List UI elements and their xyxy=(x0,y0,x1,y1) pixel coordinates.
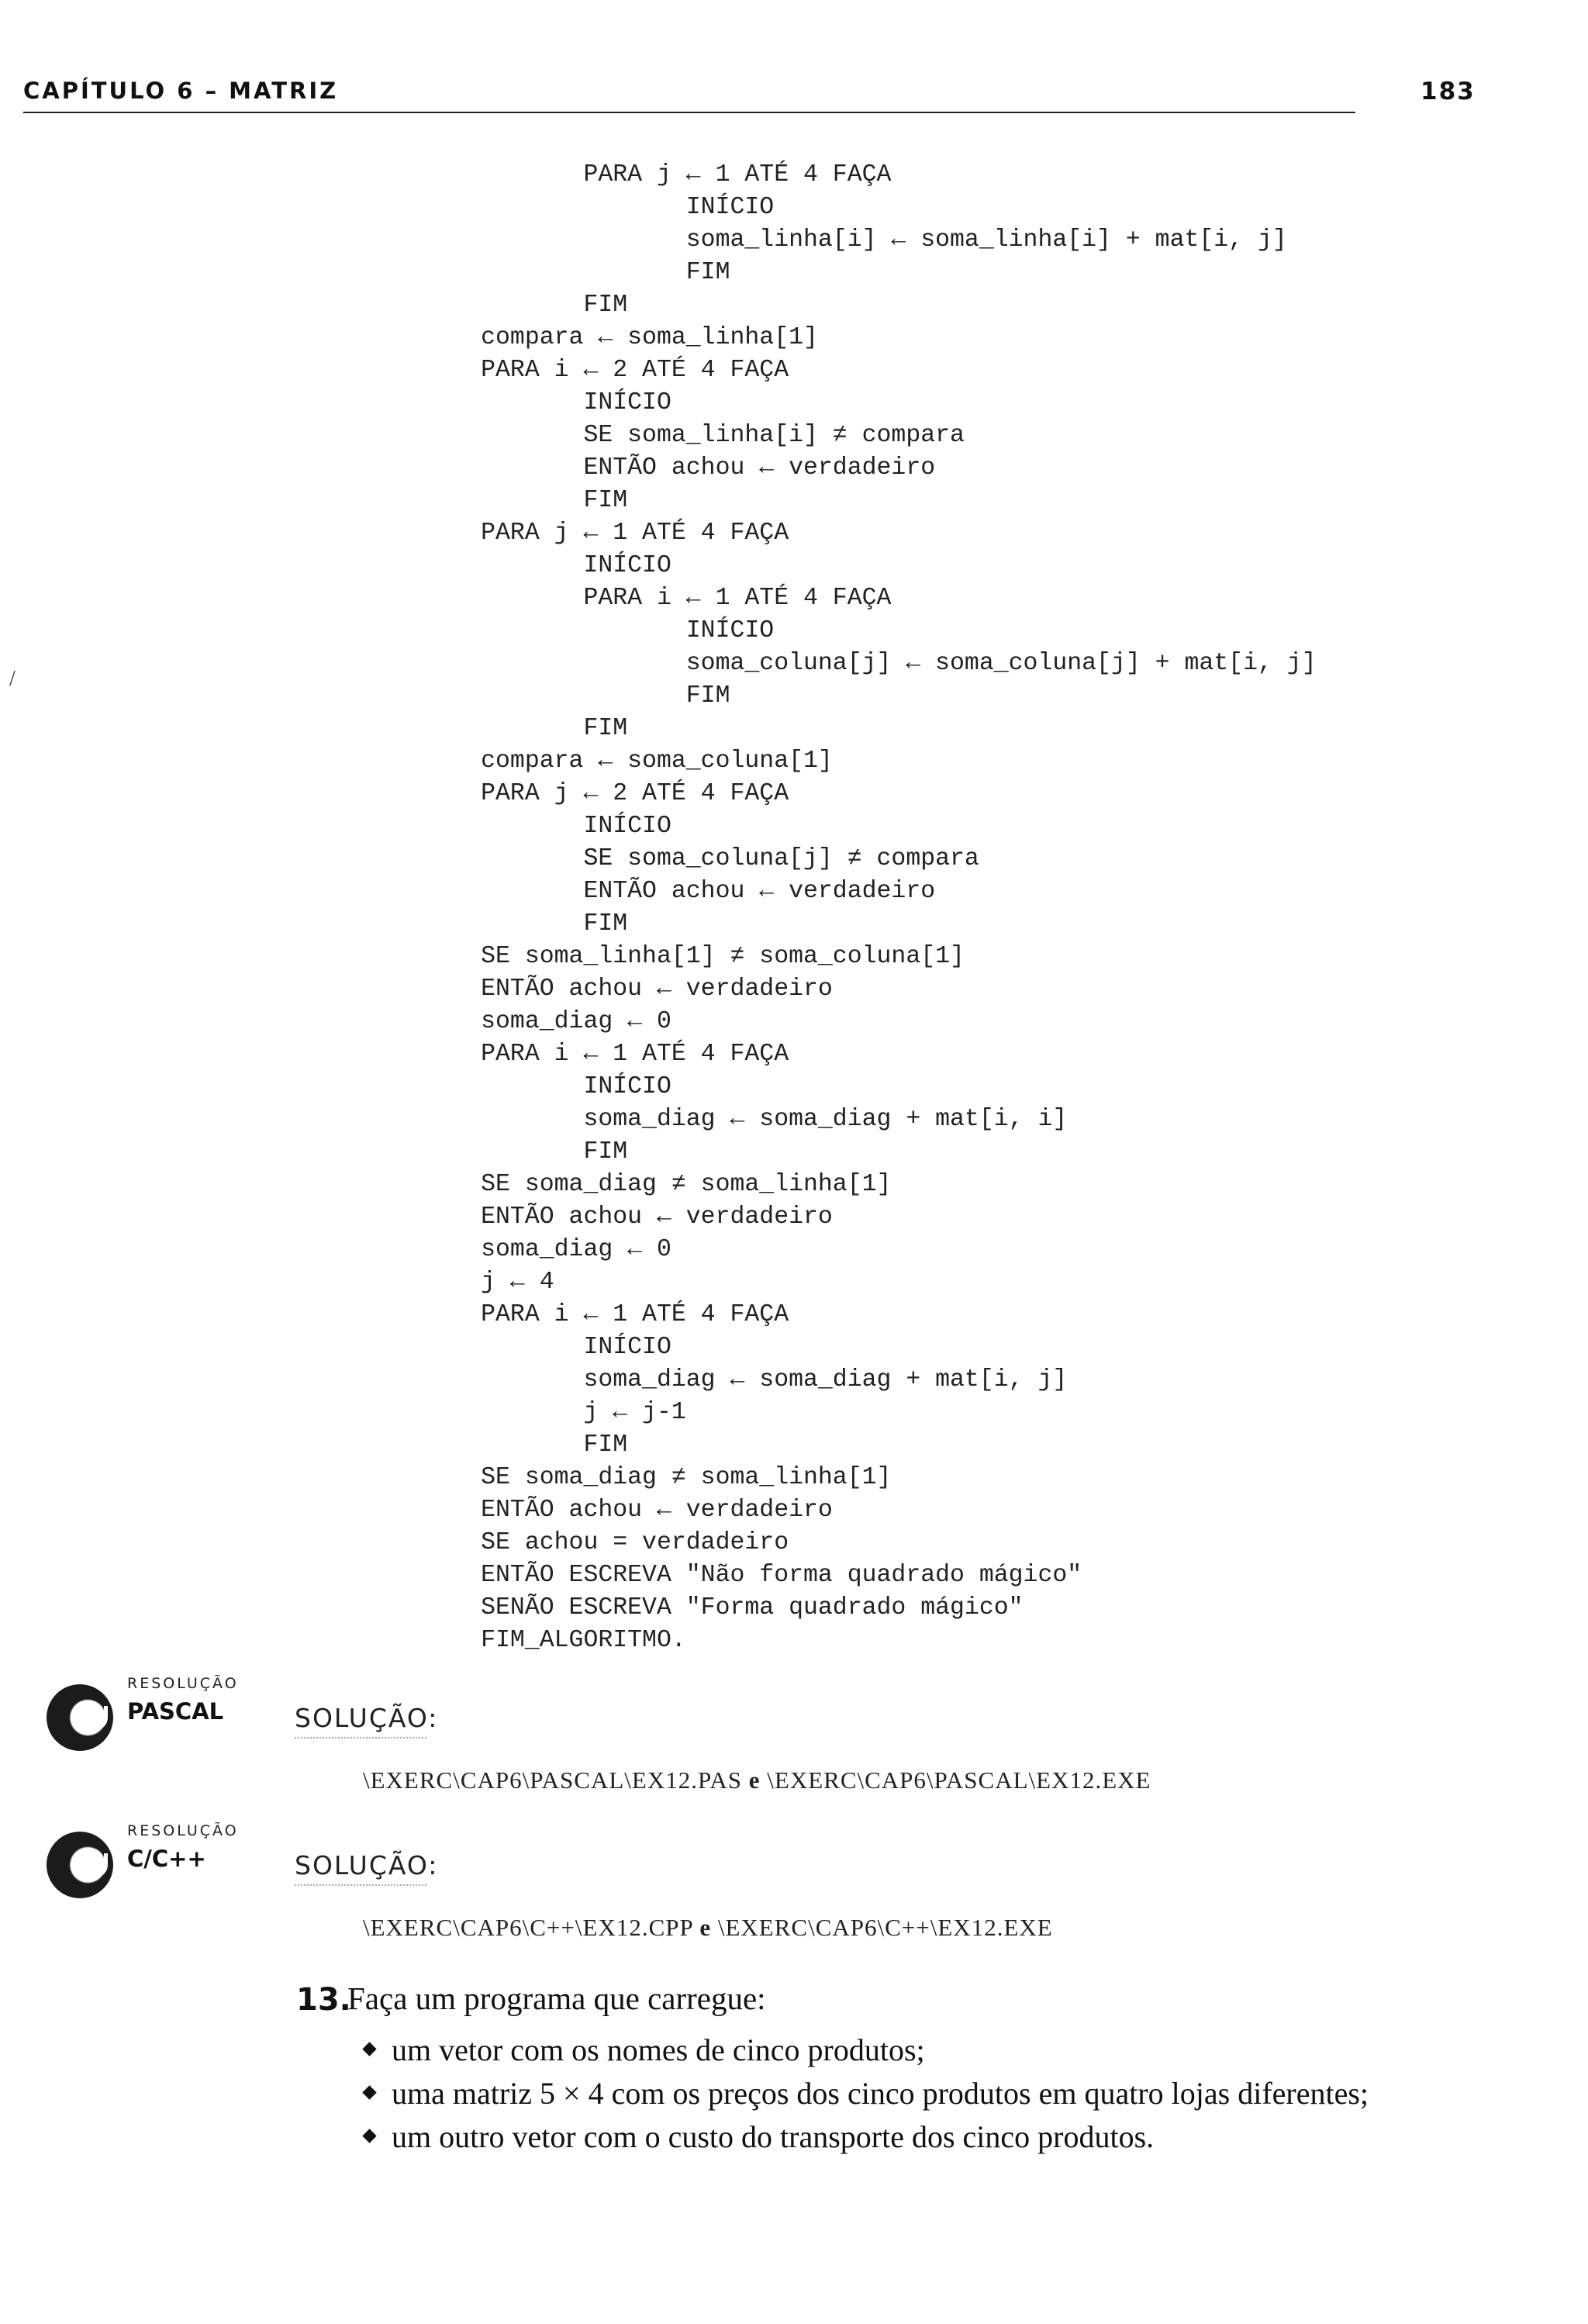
code-line: INÍCIO xyxy=(349,1073,671,1100)
header-rule xyxy=(23,112,1355,113)
code-line: SE achou = verdadeiro xyxy=(349,1529,789,1556)
code-line: FIM xyxy=(349,1138,628,1165)
code-line: SE soma_diag ≠ soma_linha[1] xyxy=(349,1464,892,1491)
badge-caption: RESOLUÇÃO xyxy=(127,1675,239,1692)
code-line: ENTÃO achou ← verdadeiro xyxy=(349,878,936,905)
code-line: SE soma_diag ≠ soma_linha[1] xyxy=(349,1171,892,1198)
page-number: 183 xyxy=(1421,78,1476,105)
code-line: PARA j ← 1 ATÉ 4 FAÇA xyxy=(349,161,892,188)
code-line: FIM xyxy=(349,682,730,710)
solution-label-cpp xyxy=(295,1850,438,1880)
list-item xyxy=(364,2119,1369,2162)
solution-label-text: SOLUÇÃO: xyxy=(295,1850,439,1880)
solution-files-cpp xyxy=(363,1914,1053,1942)
diamond-bullet-icon xyxy=(362,2043,376,2056)
code-line: ENTÃO achou ← verdadeiro xyxy=(349,976,833,1003)
solution-underline xyxy=(295,1737,426,1739)
code-line: j ← 4 xyxy=(349,1269,554,1296)
badge-caption: RESOLUÇÃO xyxy=(127,1822,239,1839)
resolution-badge-cpp xyxy=(47,1822,279,1900)
code-line: SENÃO ESCREVA "Forma quadrado mágico" xyxy=(349,1594,1024,1621)
code-line: SE soma_linha[i] ≠ compara xyxy=(349,422,965,449)
connector-word: e xyxy=(699,1914,718,1941)
code-line: INÍCIO xyxy=(349,552,671,579)
source-file-path: \EXERC\CAP6\PASCAL\EX12.PAS xyxy=(363,1766,742,1794)
code-line: FIM xyxy=(349,715,628,742)
code-line: compara ← soma_coluna[1] xyxy=(349,748,833,775)
code-line: PARA i ← 1 ATÉ 4 FAÇA xyxy=(349,1301,789,1328)
code-line: ENTÃO achou ← verdadeiro xyxy=(349,1203,833,1231)
code-line: soma_diag ← 0 xyxy=(349,1008,671,1035)
code-line: SE soma_coluna[j] ≠ compara xyxy=(349,845,979,872)
code-line: soma_diag ← soma_diag + mat[i, i] xyxy=(349,1106,1068,1133)
exercise-prompt: Faça um programa que carregue: xyxy=(347,1980,766,2016)
diamond-bullet-icon xyxy=(362,2086,376,2100)
code-line: compara ← soma_linha[1] xyxy=(349,324,818,351)
code-line: ENTÃO ESCREVA "Não forma quadrado mágico" xyxy=(349,1562,1082,1589)
source-file-path: \EXERC\CAP6\C++\EX12.CPP xyxy=(363,1914,693,1941)
code-line: soma_diag ← soma_diag + mat[i, j] xyxy=(349,1366,1068,1393)
code-line: soma_linha[i] ← soma_linha[i] + mat[i, j] xyxy=(349,226,1287,254)
code-line: PARA j ← 1 ATÉ 4 FAÇA xyxy=(349,520,789,547)
code-line: INÍCIO xyxy=(349,1334,671,1361)
code-line: FIM_ALGORITMO. xyxy=(349,1627,686,1654)
code-line: j ← j-1 xyxy=(349,1399,686,1426)
code-line: INÍCIO xyxy=(349,389,671,416)
code-line: SE soma_linha[1] ≠ soma_coluna[1] xyxy=(349,943,965,970)
solution-label-pascal xyxy=(295,1703,438,1733)
executable-file-path: \EXERC\CAP6\C++\EX12.EXE xyxy=(717,1914,1053,1941)
chapter-title: CAPÍTULO 6 – MATRIZ xyxy=(23,78,339,104)
code-line: ENTÃO achou ← verdadeiro xyxy=(349,454,936,482)
code-line: soma_diag ← 0 xyxy=(349,1236,671,1263)
code-line: PARA j ← 2 ATÉ 4 FAÇA xyxy=(349,780,789,807)
code-line: PARA i ← 2 ATÉ 4 FAÇA xyxy=(349,357,789,384)
code-line: ENTÃO achou ← verdadeiro xyxy=(349,1497,833,1524)
badge-language: C/C++ xyxy=(127,1846,206,1872)
code-line: INÍCIO xyxy=(349,617,775,644)
solution-underline xyxy=(295,1884,426,1886)
solution-files-pascal xyxy=(363,1766,1151,1794)
connector-word: e xyxy=(748,1766,768,1794)
list-item xyxy=(364,2032,1369,2075)
margin-mark: / xyxy=(9,667,16,691)
code-line: PARA i ← 1 ATÉ 4 FAÇA xyxy=(349,585,892,612)
exercise-item-list xyxy=(364,2032,1369,2162)
list-item-text: um vetor com os nomes de cinco produtos; xyxy=(392,2032,925,2067)
badge-language: PASCAL xyxy=(127,1698,224,1725)
executable-file-path: \EXERC\CAP6\PASCAL\EX12.EXE xyxy=(767,1766,1151,1794)
code-line: FIM xyxy=(349,292,628,319)
list-item-text: uma matriz 5 × 4 com os preços dos cinco produtos em quatro lojas diferentes; xyxy=(392,2076,1369,2111)
list-item xyxy=(364,2075,1369,2119)
resolution-badge-pascal xyxy=(47,1675,279,1752)
code-line: FIM xyxy=(349,487,628,514)
code-line: INÍCIO xyxy=(349,194,775,221)
code-line: soma_coluna[j] ← soma_coluna[j] + mat[i, j] xyxy=(349,650,1317,677)
exercise-number: 13. xyxy=(296,1982,351,2018)
solution-label-text: SOLUÇÃO: xyxy=(295,1703,439,1733)
code-line: INÍCIO xyxy=(349,813,671,840)
list-item-text: um outro vetor com o custo do transporte dos cinco produtos. xyxy=(392,2119,1155,2154)
code-line: FIM xyxy=(349,1431,628,1459)
code-line: PARA i ← 1 ATÉ 4 FAÇA xyxy=(349,1041,789,1068)
diamond-bullet-icon xyxy=(362,2129,376,2143)
code-line: FIM xyxy=(349,259,730,286)
code-line: FIM xyxy=(349,910,628,938)
algorithm-listing xyxy=(349,159,1317,1657)
